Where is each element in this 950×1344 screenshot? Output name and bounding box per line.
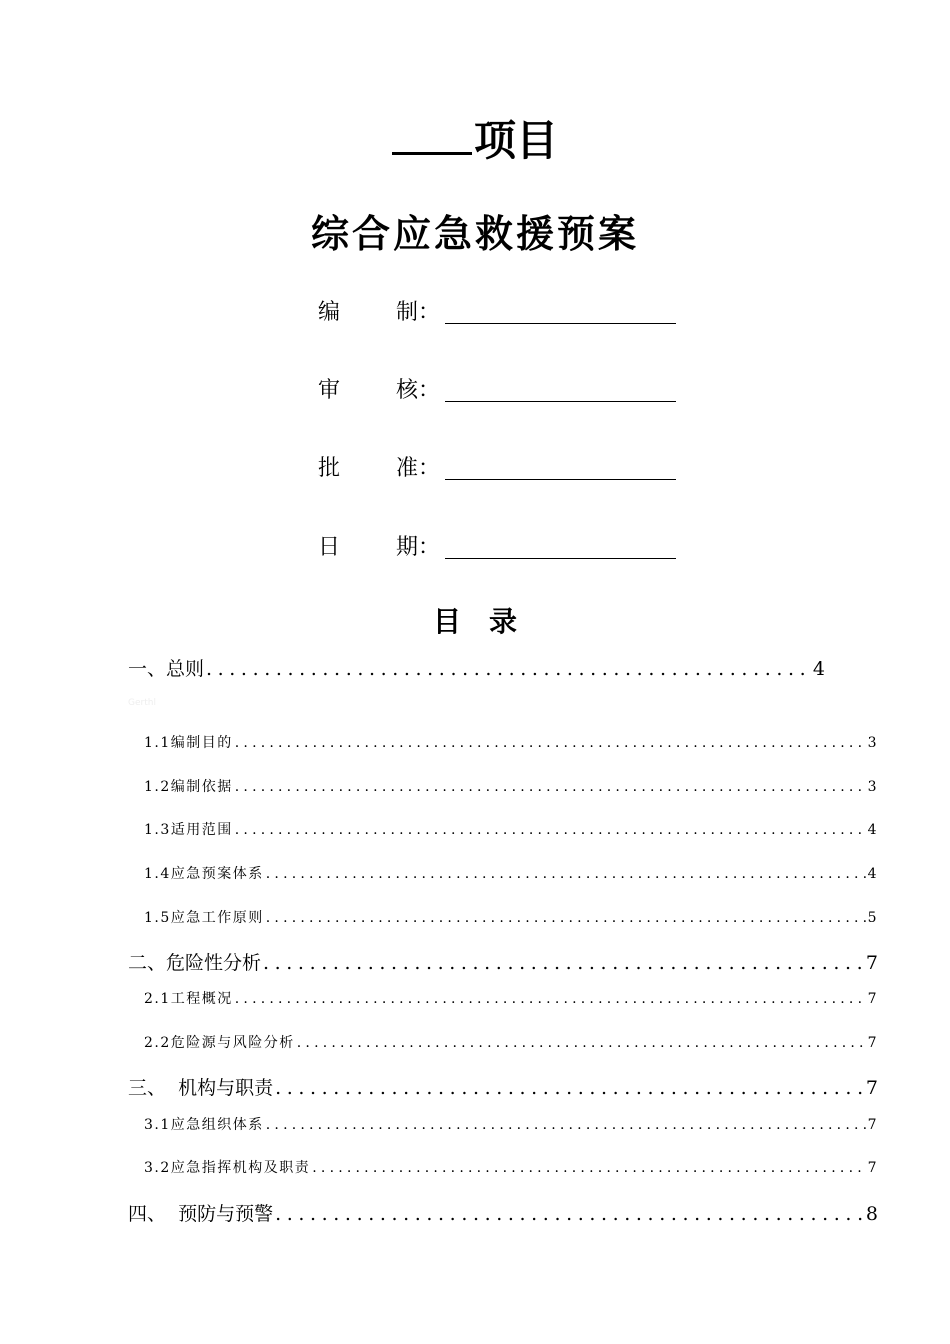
toc-entry-page: 7 <box>867 991 878 1007</box>
project-title-text: 项目 <box>473 116 558 165</box>
toc-entry-page: 7 <box>865 1077 878 1099</box>
toc-entry-page: 7 <box>867 1160 878 1176</box>
toc-leader-dots <box>206 654 811 684</box>
sign-label-char-2: 制： <box>396 300 441 325</box>
toc-entry-text: 3.1应急组织体系 <box>144 1117 264 1133</box>
toc-leader-dots <box>235 818 866 842</box>
sign-label-char-1: 批 <box>318 456 341 481</box>
sign-row-compile <box>318 297 678 329</box>
toc-entry-text: 2.1工程概况 <box>144 991 233 1007</box>
toc-entry[interactable] <box>144 906 878 930</box>
toc-entry-page: 7 <box>865 952 878 974</box>
project-name-blank <box>392 112 472 155</box>
toc-entry-text: 一、总则 <box>128 658 205 680</box>
toc-entry-page: 8 <box>865 1203 878 1225</box>
toc-entry-text: 1.2编制依据 <box>144 779 233 795</box>
sign-label-char-2: 准： <box>396 456 441 481</box>
sign-blank-line <box>445 401 676 402</box>
toc-entry[interactable] <box>144 1113 878 1137</box>
sign-blank-line <box>445 558 676 559</box>
toc-entry[interactable] <box>128 1199 878 1229</box>
toc-entry[interactable] <box>144 775 878 799</box>
toc-entry[interactable] <box>128 654 825 684</box>
toc-leader-dots <box>275 1199 864 1229</box>
toc-leader-dots <box>266 1113 866 1137</box>
toc-entry-text: 二、危险性分析 <box>128 952 262 974</box>
sign-label-char-1: 日 <box>318 535 341 560</box>
sign-row-review <box>318 375 678 407</box>
sign-blank-line <box>445 323 676 324</box>
toc-leader-dots <box>297 1031 866 1055</box>
toc-entry[interactable] <box>128 1073 878 1103</box>
sign-label-char-2: 核： <box>396 378 441 403</box>
toc-entry[interactable] <box>128 948 878 978</box>
sign-blank-line <box>445 479 676 480</box>
toc-leader-dots <box>263 948 864 978</box>
plan-title: 综合应急救援预案 <box>310 211 639 256</box>
toc-leader-dots <box>266 862 866 886</box>
toc-entry[interactable] <box>144 731 878 755</box>
toc-title <box>0 602 950 642</box>
toc-entry-text: 1.3适用范围 <box>144 822 233 838</box>
toc-entry[interactable] <box>144 987 878 1011</box>
toc-entry-text: 1.4应急预案体系 <box>144 866 264 882</box>
toc-entry-page: 5 <box>867 910 878 926</box>
toc-entry-page: 3 <box>867 735 878 751</box>
toc-entry-text: 1.1编制目的 <box>144 735 233 751</box>
sign-label-char-1: 编 <box>318 300 341 325</box>
sign-row-date <box>318 532 678 564</box>
toc-entry-text: 2.2危险源与风险分析 <box>144 1035 295 1051</box>
toc-entry-text: 3.2应急指挥机构及职责 <box>144 1160 311 1176</box>
toc-entry-text: 三、 机构与职责 <box>128 1077 274 1099</box>
toc-leader-dots <box>312 1156 865 1180</box>
toc-entry-page: 7 <box>867 1117 878 1133</box>
toc-entry[interactable] <box>144 1031 878 1055</box>
toc-entry[interactable] <box>144 818 878 842</box>
project-title <box>0 112 950 167</box>
sign-row-approve <box>318 453 678 485</box>
sign-label-char-1: 审 <box>318 378 341 403</box>
toc-entry-page: 3 <box>867 779 878 795</box>
toc-entry-page: 7 <box>867 1035 878 1051</box>
toc-leader-dots <box>266 906 866 930</box>
toc-entry[interactable] <box>144 862 878 886</box>
toc-leader-dots <box>235 731 866 755</box>
toc-entry-page: 4 <box>867 822 878 838</box>
toc-leader-dots <box>235 775 866 799</box>
toc-entry-page: 4 <box>867 866 878 882</box>
toc-entry-page: 4 <box>812 658 825 680</box>
toc-entry-text: 1.5应急工作原则 <box>144 910 264 926</box>
toc-entry-text: 四、 预防与预警 <box>128 1203 274 1225</box>
sign-label-char-2: 期： <box>396 535 441 560</box>
faint-text: Gerthl <box>128 698 156 708</box>
toc-entry[interactable] <box>144 1156 878 1180</box>
toc-leader-dots <box>275 1073 864 1103</box>
toc-leader-dots <box>235 987 866 1011</box>
toc-title-char: 目 <box>432 605 461 638</box>
toc-title-char: 录 <box>489 605 518 638</box>
